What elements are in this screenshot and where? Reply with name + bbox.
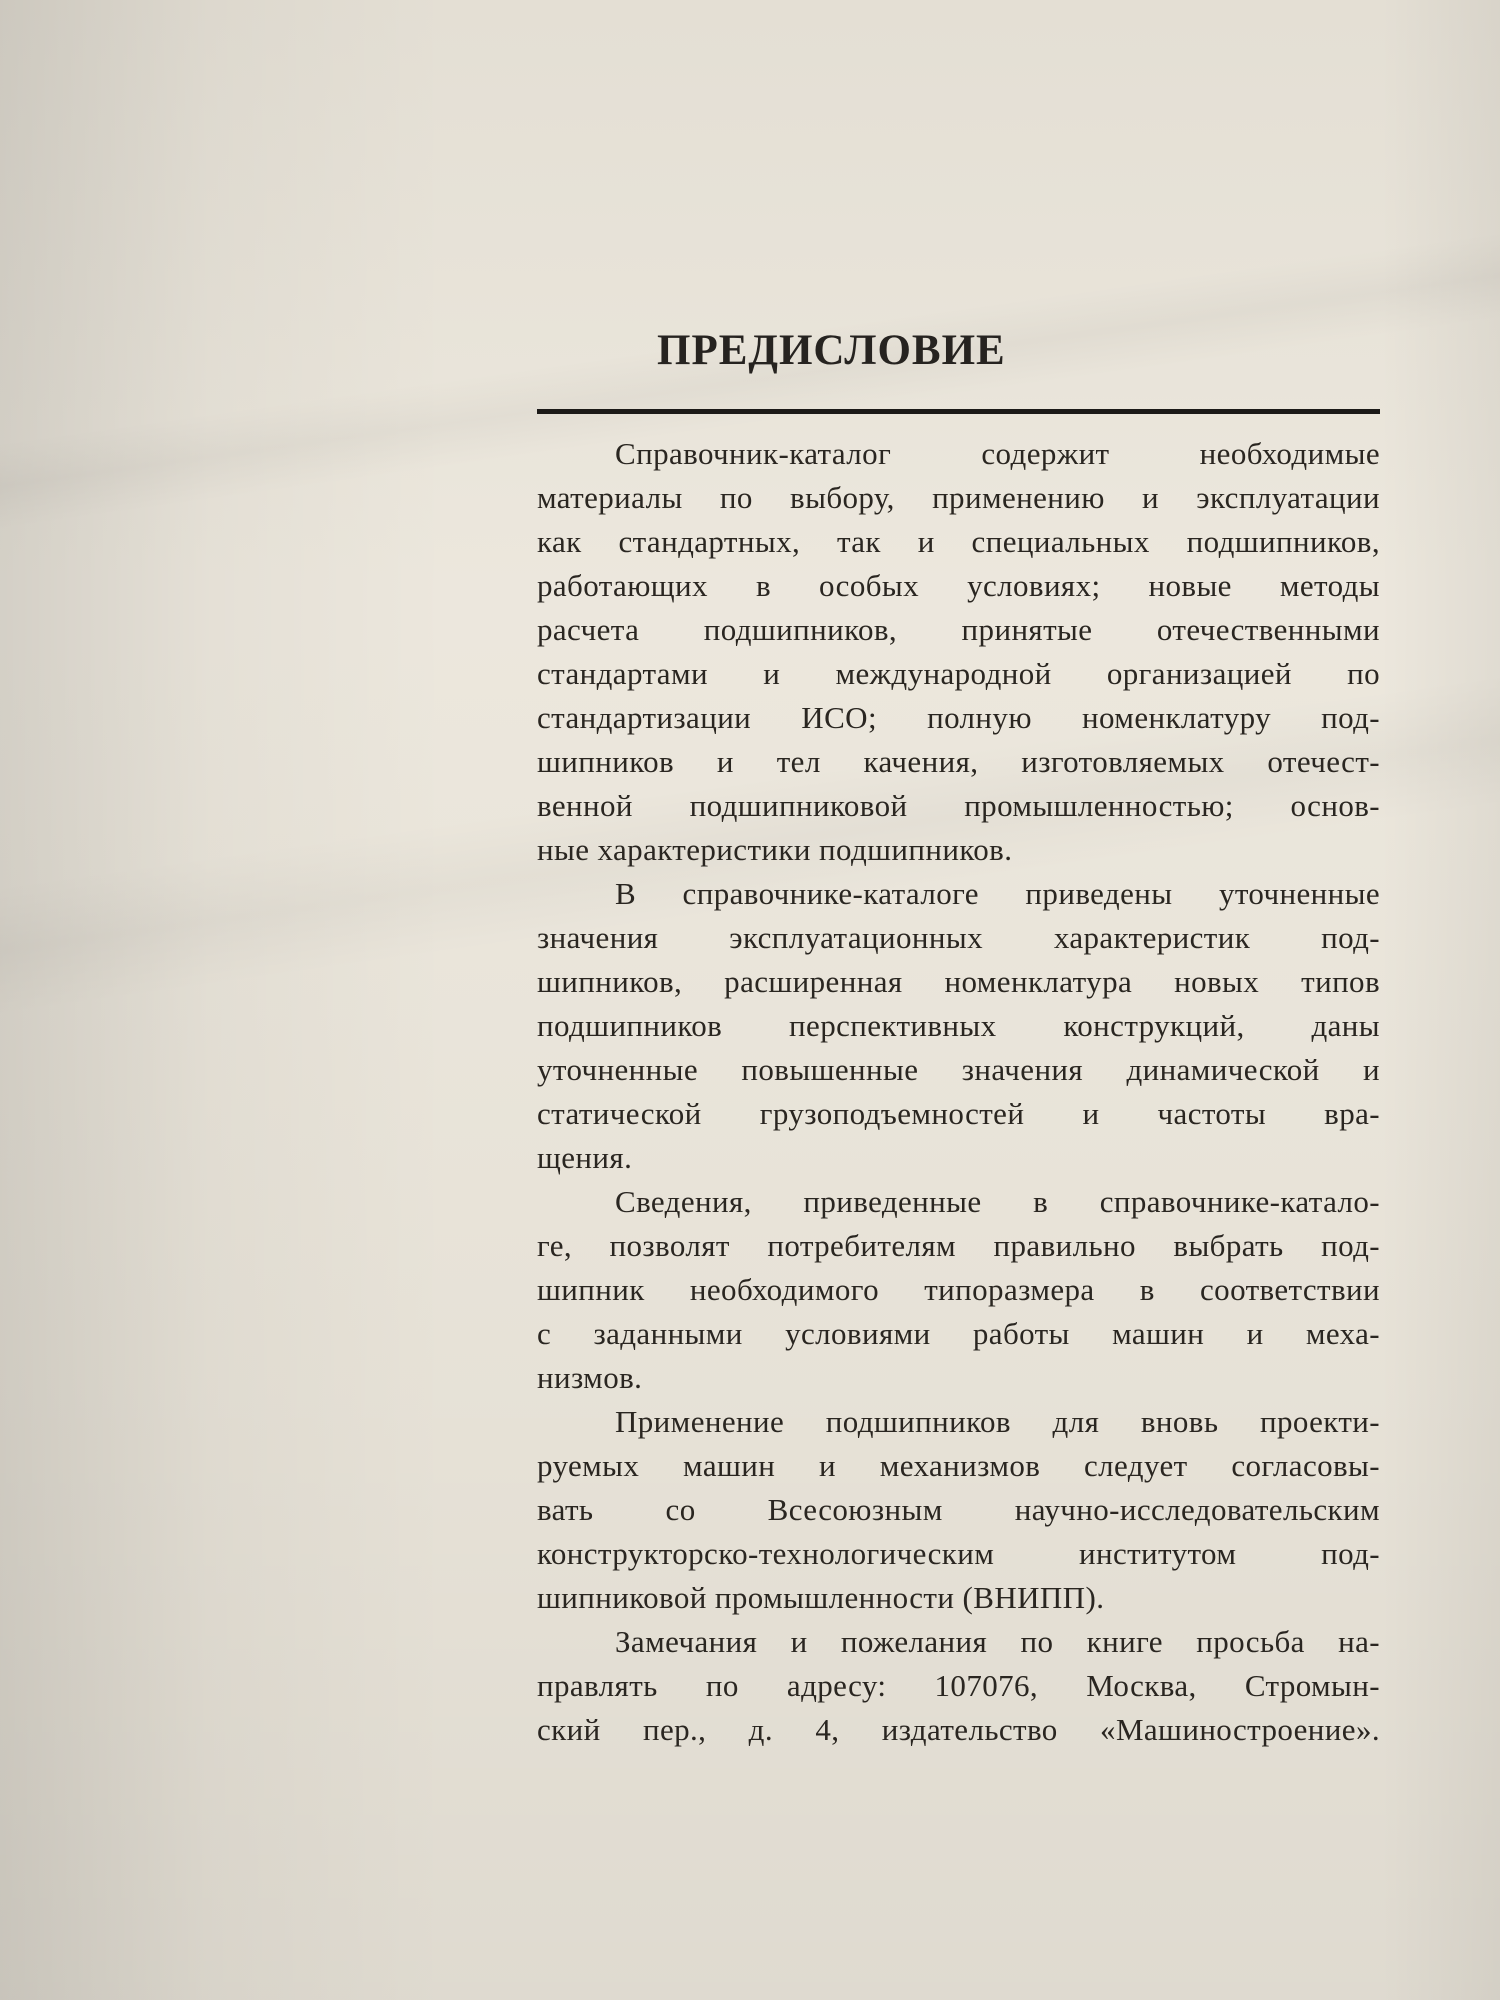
text-line: венной подшипниковой промышленностью; основ-: [537, 788, 1380, 823]
paragraph-3: [537, 1180, 1380, 1400]
text-line: щения.: [537, 1140, 633, 1175]
paragraph-4: [537, 1400, 1380, 1620]
text-line: правлять по адресу: 107076, Москва, Стромын-: [537, 1668, 1380, 1703]
text-line: стандартизации ИСО; полную номенклатуру под-: [537, 700, 1380, 735]
page-title: ПРЕДИСЛОВИЕ: [657, 327, 1006, 374]
text-line: материалы по выбору, применению и эксплуатации: [537, 480, 1380, 515]
text-line: шипников, расширенная номенклатура новых типов: [537, 964, 1380, 999]
paragraph-5: [537, 1620, 1380, 1752]
text-line: Применение подшипников для вновь проекти-: [615, 1404, 1380, 1439]
text-line: низмов.: [537, 1360, 643, 1395]
text-line: стандартами и международной организацией по: [537, 656, 1380, 691]
text-line: Замечания и пожелания по книге просьба на-: [615, 1624, 1380, 1659]
text-line: В справочнике-каталоге приведены уточненные: [615, 876, 1380, 911]
paragraph-1: [537, 432, 1380, 872]
text-line: статической грузоподъемностей и частоты вра-: [537, 1096, 1380, 1131]
text-line: работающих в особых условиях; новые методы: [537, 568, 1380, 603]
text-line: значения эксплуатационных характеристик под-: [537, 920, 1380, 955]
paragraph-2: [537, 872, 1380, 1180]
text-line: ский пер., д. 4, издательство «Машиностроение».: [537, 1712, 1380, 1747]
text-line: конструкторско-технологическим институтом под-: [537, 1536, 1380, 1571]
text-line: Справочник-каталог содержит необходимые: [615, 436, 1380, 471]
text-line: с заданными условиями работы машин и меха-: [537, 1316, 1380, 1351]
text-line: уточненные повышенные значения динамической и: [537, 1052, 1380, 1087]
text-line: ге, позволят потребителям правильно выбрать под-: [537, 1228, 1380, 1263]
text-column: [537, 325, 1380, 1752]
title-divider: [537, 409, 1380, 414]
text-line: подшипников перспективных конструкций, даны: [537, 1008, 1380, 1043]
text-line: шипников и тел качения, изготовляемых отечест-: [537, 744, 1380, 779]
text-line: Сведения, приведенные в справочнике-катало-: [615, 1184, 1380, 1219]
text-line: вать со Всесоюзным научно-исследовательским: [537, 1492, 1380, 1527]
text-line: расчета подшипников, принятые отечественными: [537, 612, 1380, 647]
text-line: как стандартных, так и специальных подшипников,: [537, 524, 1380, 559]
text-line: шипник необходимого типоразмера в соответствии: [537, 1272, 1380, 1307]
text-line: ные характеристики подшипников.: [537, 832, 1013, 867]
text-line: шипниковой промышленности (ВНИПП).: [537, 1580, 1105, 1615]
body-text: [537, 432, 1380, 1752]
text-line: руемых машин и механизмов следует согласовы-: [537, 1448, 1380, 1483]
